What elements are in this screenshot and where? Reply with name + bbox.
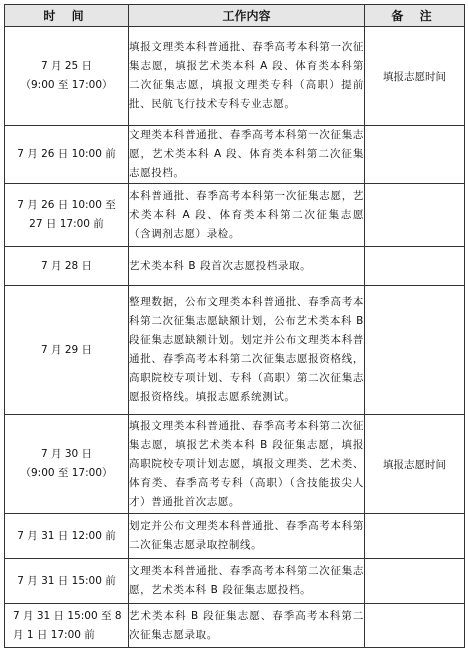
table-row [5,514,465,559]
time-line: （9:00 至 17:00） [20,79,113,91]
note-cell [365,184,465,247]
time-line: 7 月 31 日 15:00 前 [17,574,116,587]
note-cell: 填报志愿时间 [365,415,465,514]
header-note: 备 注 [365,5,465,27]
content-cell: 划定并公布文理类本科普通批、春季高考本科第二次征集志愿录取控制线。 [129,514,365,559]
content-cell: 填报文理类本科普通批、春季高考本科第一次征集志愿，填报艺术类本科 A 段、体育类本科第二次征集志愿，填报文理类专科（高职）提前批、民航飞行技术专科专业志愿。 [129,27,365,126]
time-line: 7 月 29 日 [40,343,93,356]
note-cell [365,247,465,286]
table-row [5,27,465,126]
time-line: （9:00 至 17:00） [20,467,113,479]
time-line: 7 月 26 日 10:00 至 [17,199,116,211]
time-line: 7 月 25 日 [40,60,93,72]
content-cell: 艺术类本科 B 段首次志愿投档录取。 [129,247,365,286]
header-row [5,5,465,27]
time-cell [5,27,129,126]
content-cell: 文理类本科普通批、春季高考本科第二次征集志愿，艺术类本科 B 段征集志愿投档。 [129,559,365,604]
table-row [5,126,465,184]
time-cell [5,514,129,559]
content-cell: 填报文理类本科普通批、春季高考本科第二次征集志愿，填报艺术类本科 B 段征集志愿，填报高职院校专项计划志愿，填报文理类、艺术类、体育类、春季高考专科（高职）（含技能拔尖人才）普通批首次志愿。 [129,415,365,514]
table-row [5,415,465,514]
time-line: 7 月 31 日 15:00 至 8 [13,609,122,622]
note-cell [365,126,465,184]
time-cell [5,184,129,247]
content-cell: 整理数据，公布文理类本科普通批、春季高考本科第二次征集志愿缺额计划，公布艺术类本科 B 段征集志愿缺额计划。划定并公布文理类本科普通批、春季高考本科第二次征集志愿报资格线，高职院校专项计划、专科（高职）第二次征集志愿报资格线。填报志愿系统测试。 [129,286,365,415]
schedule-table [4,4,465,648]
note-cell [365,559,465,604]
time-cell [5,604,129,648]
table-row [5,286,465,415]
time-line: 27 日 17:00 前 [29,218,104,230]
table-row [5,184,465,247]
header-time: 时 间 [5,5,129,27]
time-cell [5,247,129,286]
table-row [5,604,465,648]
content-cell: 艺术类本科 B 段征集志愿、春季高考本科第二次征集志愿录取。 [129,604,365,648]
time-cell [5,286,129,415]
table-row [5,559,465,604]
content-cell: 文理类本科普通批、春季高考本科第一次征集志愿，艺术类本科 A 段、体育类本科第二次征集志愿投档。 [129,126,365,184]
note-cell [365,286,465,415]
time-line: 7 月 30 日 [40,448,93,460]
content-cell: 本科普通批、春季高考本科第一次征集志愿，艺术类本科 A 段、体育类本科第二次征集志愿（含调剂志愿）录检。 [129,184,365,247]
time-cell [5,559,129,604]
table-row [5,247,465,286]
time-line: 7 月 26 日 10:00 前 [17,148,116,160]
header-content: 工作内容 [129,5,365,27]
time-cell [5,415,129,514]
note-cell: 填报志愿时间 [365,27,465,126]
note-cell [365,514,465,559]
time-line: 7 月 31 日 12:00 前 [17,529,116,542]
time-cell [5,126,129,184]
time-line: 月 1 日 17:00 前 [13,628,95,641]
note-cell [365,604,465,648]
time-line: 7 月 28 日 [40,259,93,272]
